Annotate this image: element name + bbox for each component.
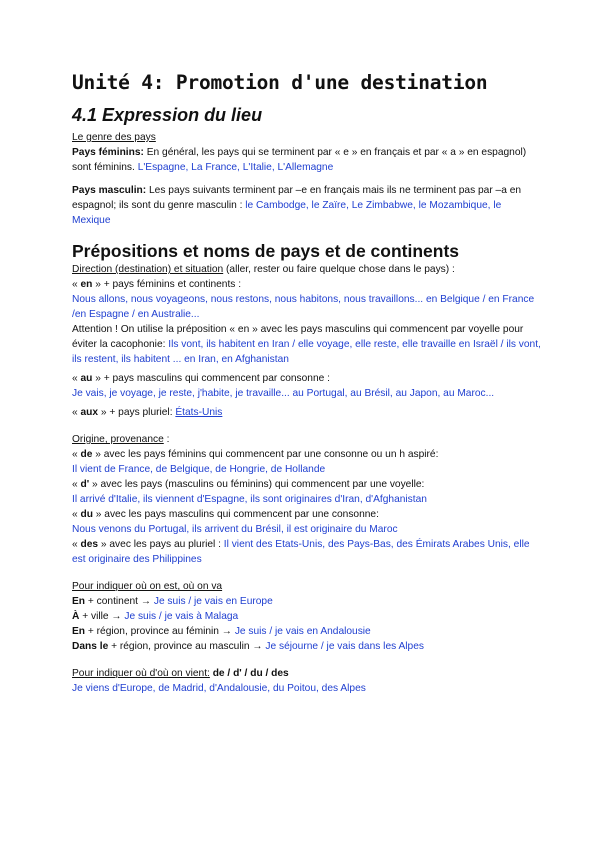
d-ou-preps: de / d' / du / des: [209, 668, 289, 679]
ou-row-text: + région, province au féminin →: [85, 626, 235, 637]
ou-row-example: Je séjourne / je vais dans les Alpes: [262, 641, 424, 652]
ou-row-example: Je suis / je vais en Europe: [153, 596, 273, 607]
des-open-quote: «: [72, 539, 81, 550]
de-rule-text: » avec les pays féminins qui commencent par une consonne ou un h aspiré:: [92, 449, 439, 460]
de-rule: [72, 447, 542, 462]
du-rule: [72, 507, 542, 522]
en-rule-text: » + pays féminins et continents :: [92, 279, 242, 290]
fem-label: Pays féminins:: [72, 147, 144, 158]
section-title: 4.1 Expression du lieu: [72, 105, 263, 125]
en-rule: [72, 277, 542, 292]
fem-paragraph: [72, 145, 542, 175]
d-rule-text: » avec les pays (masculins ou féminins) qui commencent par une voyelle:: [89, 479, 425, 490]
des-examples: Il vient des Etats-Unis, des Pays-Bas, des Émirats Arabes Unis, elle est originaire des Philippines: [72, 539, 530, 565]
direction-note: (aller, rester ou faire quelque chose dans le pays) :: [223, 264, 455, 275]
aux-example: États-Unis: [175, 407, 223, 418]
masc-examples: le Cambodge, le Zaïre, Le Zimbabwe, le Mozambique, le Mexique: [72, 200, 502, 226]
de-word: de: [80, 449, 93, 460]
d-ou-heading: Pour indiquer où d'où on vient:: [72, 668, 210, 679]
d-ou-examples: Je viens d'Europe, de Madrid, d'Andalousie, du Poitou, des Alpes: [72, 683, 366, 694]
direction-label: Direction (destination) et situation: [72, 264, 224, 275]
d-ou-heading-line: [72, 666, 542, 681]
du-word: du: [80, 509, 93, 520]
ou-row-prep: Dans le: [72, 641, 109, 652]
prepositions-heading: Prépositions et noms de pays et de continents: [72, 241, 460, 261]
ou-row: [72, 594, 542, 609]
ou-row-text: + continent →: [85, 596, 154, 607]
aux-rule-text: » + pays pluriel:: [98, 407, 176, 418]
d-examples: Il arrivé d'Italie, ils viennent d'Espagne, ils sont originaires d'Iran, d'Afghanistan: [72, 494, 427, 505]
du-open-quote: «: [72, 509, 81, 520]
fem-text: En général, les pays qui se terminent par « e » en français et par « a » en espagnol) sont féminins.: [72, 147, 527, 173]
du-rule-text: » avec les pays masculins qui commencent par une consonne:: [92, 509, 379, 520]
des-rule-text: » avec les pays au pluriel :: [98, 539, 224, 550]
ou-row-prep: En: [72, 596, 86, 607]
d-word: d': [80, 479, 90, 490]
d-rule: [72, 477, 542, 492]
masc-text: Les pays suivants terminent par –e en français mais ils ne terminent pas par –a en espagnol; ils sont du genre masculin :: [72, 185, 522, 211]
au-examples: Je vais, je voyage, je reste, j'habite, je travaille... au Portugal, au Brésil, au Japon, au Maroc...: [72, 388, 495, 399]
d-open-quote: «: [72, 479, 81, 490]
ou-row-prep: À: [72, 611, 80, 622]
attention-text: Attention ! On utilise la préposition « en » avec les pays masculins qui commencent par voyelle pour éviter la cacophonie:: [72, 324, 524, 350]
document-page: [72, 68, 542, 696]
attention-examples: Ils vont, ils habitent en Iran / elle voyage, elle reste, elle travaille en Israël / ils vont, ils restent, ils habitent ... en Iran, en Afghanistan: [72, 339, 541, 365]
origine-heading: Origine, provenance: [72, 434, 164, 445]
de-examples: Il vient de France, de Belgique, de Hongrie, de Hollande: [72, 464, 326, 475]
origine-heading-line: [72, 432, 542, 447]
ou-row-example: Je suis / je vais en Andalousie: [234, 626, 371, 637]
masc-paragraph: [72, 183, 542, 228]
masc-label: Pays masculin:: [72, 185, 147, 196]
attention-paragraph: [72, 322, 542, 367]
du-examples: Nous venons du Portugal, ils arrivent du Brésil, il est originaire du Maroc: [72, 524, 398, 535]
genre-heading: Le genre des pays: [72, 132, 156, 143]
direction-line: [72, 262, 542, 277]
page-title: Unité 4: Promotion d'une destination: [72, 71, 488, 94]
ou-row-text: + région, province au masculin →: [108, 641, 263, 652]
ou-row-prep: En: [72, 626, 86, 637]
fem-examples: L'Espagne, La France, L'Italie, L'Allemagne: [137, 162, 334, 173]
ou-row-example: Je suis / je vais à Malaga: [124, 611, 239, 622]
aux-word: aux: [80, 407, 99, 418]
ou-row: [72, 639, 542, 654]
au-open-quote: «: [72, 373, 81, 384]
ou-row: [72, 609, 542, 624]
aux-rule: [72, 405, 542, 420]
au-rule: [72, 371, 542, 386]
au-word: au: [80, 373, 93, 384]
en-examples: Nous allons, nous voyageons, nous restons, nous habitons, nous travaillons... en Belgique / en France /en Espagne / en Australie...: [72, 294, 535, 320]
au-rule-text: » + pays masculins qui commencent par consonne :: [92, 373, 330, 384]
origine-colon: :: [163, 434, 170, 445]
ou-row-text: + ville →: [79, 611, 125, 622]
aux-open-quote: «: [72, 407, 81, 418]
de-open-quote: «: [72, 449, 81, 460]
des-word: des: [80, 539, 99, 550]
ou-on-est-heading: Pour indiquer où on est, où on va: [72, 581, 223, 592]
ou-row: [72, 624, 542, 639]
en-word: en: [80, 279, 93, 290]
en-open-quote: «: [72, 279, 81, 290]
des-rule: [72, 537, 542, 567]
